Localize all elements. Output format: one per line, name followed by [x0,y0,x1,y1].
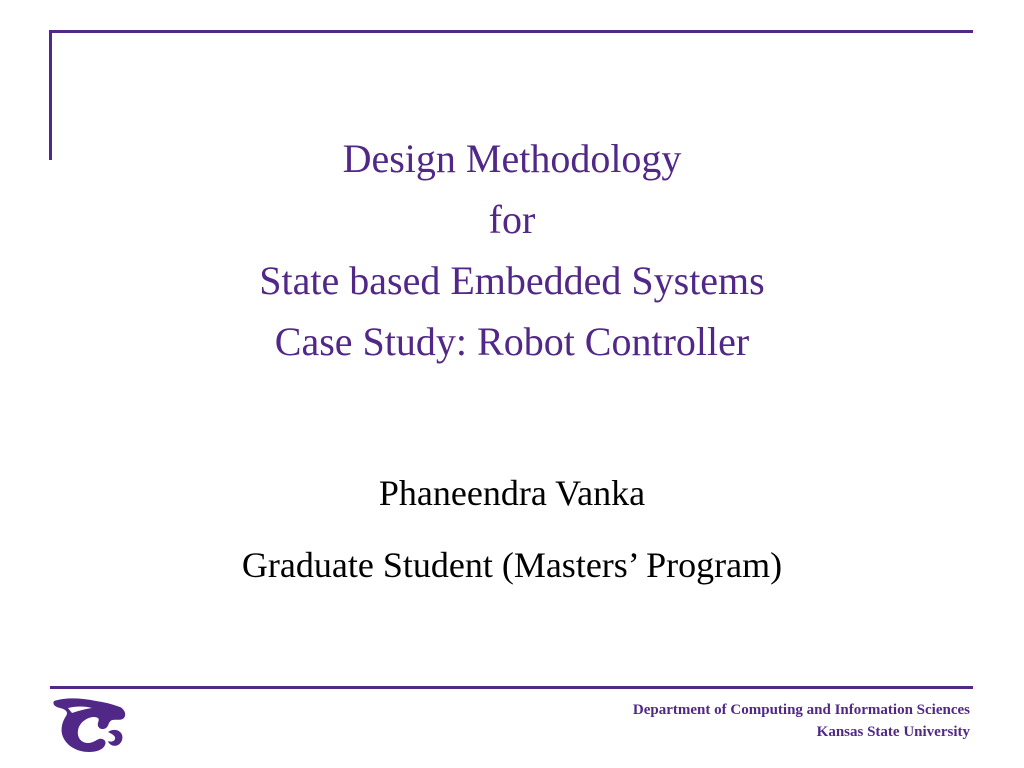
footer-text [633,699,970,743]
author-name: Phaneendra Vanka [378,473,646,513]
footer-rule [50,686,973,689]
author-role: Graduate Student (Masters’ Program) [241,545,783,585]
university-name: Kansas State University [816,724,970,740]
title-line: State based Embedded Systems [259,258,765,303]
department-name: Department of Computing and Information Sciences [632,702,970,718]
left-rule [49,30,52,160]
title-line: Case Study: Robot Controller [274,319,750,364]
title-line: Design Methodology [342,136,682,181]
slide-subtitle [100,475,924,583]
wildcat-logo-icon [52,695,128,753]
slide-title [100,128,924,372]
title-line: for [488,197,536,242]
top-rule [50,30,973,33]
